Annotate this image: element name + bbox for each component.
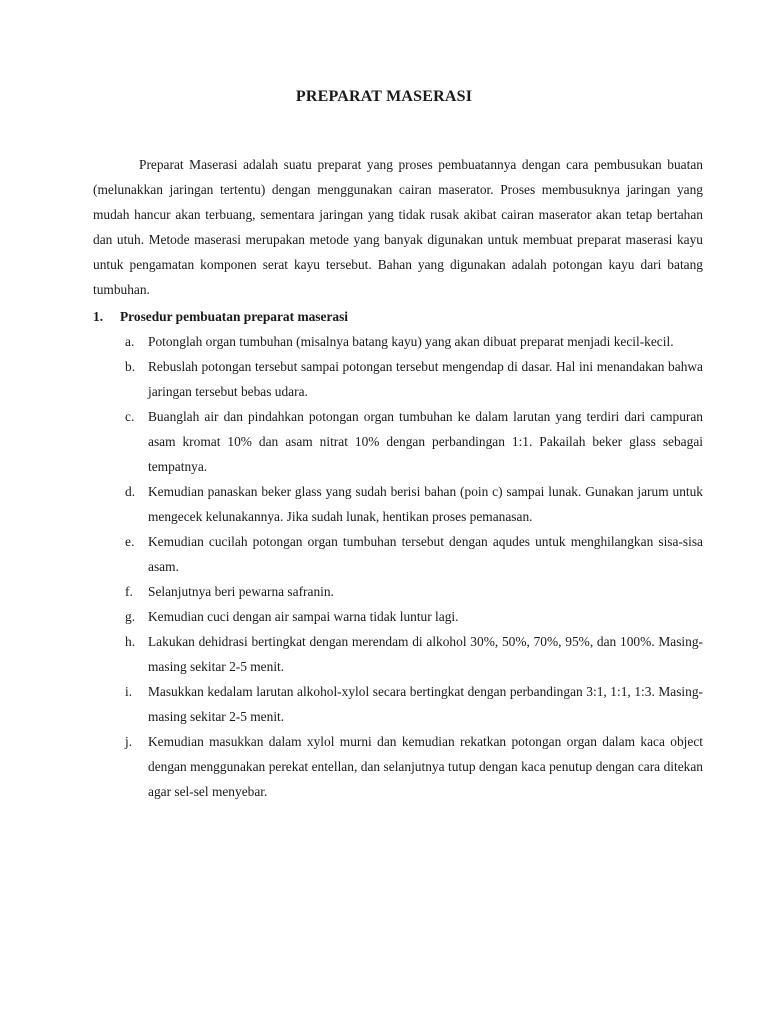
step-item	[93, 679, 703, 729]
step-item	[93, 404, 703, 479]
section-heading-text: Prosedur pembuatan preparat maserasi	[120, 309, 349, 324]
step-letter: b.	[125, 359, 136, 374]
step-text: Kemudian panaskan beker glass yang sudah berisi bahan (poin c) sampai lunak. Gunakan jarum untuk mengecek kelunakannya. Jika sudah lunak, hentikan proses pemanasan.	[148, 484, 703, 524]
step-item	[93, 479, 703, 529]
step-item	[93, 629, 703, 679]
step-text: Selanjutnya beri pewarna safranin.	[148, 584, 334, 599]
step-text: Potonglah organ tumbuhan (misalnya batang kayu) yang akan dibuat preparat menjadi kecil-kecil.	[148, 334, 674, 349]
step-text: Rebuslah potongan tersebut sampai potongan tersebut mengendap di dasar. Hal ini menandakan bahwa jaringan tersebut bebas udara.	[148, 359, 703, 399]
procedure-section	[93, 304, 703, 804]
step-letter: g.	[125, 609, 136, 624]
step-letter: a.	[125, 334, 135, 349]
step-text: Kemudian cuci dengan air sampai warna tidak luntur lagi.	[148, 609, 459, 624]
section-number: 1.	[93, 309, 104, 324]
step-letter: h.	[125, 634, 136, 649]
intro-paragraph: Preparat Maserasi adalah suatu preparat yang proses pembuatannya dengan cara pembusukan buatan (melunakkan jaringan tertentu) dengan menggunakan cairan maserator. Proses membusuknya jaringan yang mudah hancur akan terbuang, sementara jaringan yang tidak rusak akibat cairan maserator akan tetap bertahan dan utuh. Metode maserasi merupakan metode yang banyak digunakan untuk membuat preparat maserasi kayu untuk pengamatan komponen serat kayu tersebut. Bahan yang digunakan adalah potongan kayu dari batang tumbuhan.	[93, 157, 703, 297]
step-letter: d.	[125, 484, 136, 499]
step-letter: j.	[125, 734, 133, 749]
procedure-steps	[93, 329, 703, 804]
step-text: Lakukan dehidrasi bertingkat dengan merendam di alkohol 30%, 50%, 70%, 95%, dan 100%. Masing-masing sekitar 2-5 menit.	[148, 634, 703, 674]
step-item	[93, 329, 703, 354]
step-letter: c.	[125, 409, 135, 424]
step-text: Masukkan kedalam larutan alkohol-xylol secara bertingkat dengan perbandingan 3:1, 1:1, 1:3. Masing-masing sekitar 2-5 menit.	[148, 684, 703, 724]
step-letter: e.	[125, 534, 135, 549]
step-letter: i.	[125, 684, 133, 699]
step-text: Kemudian masukkan dalam xylol murni dan kemudian rekatkan potongan organ dalam kaca object dengan menggunakan perekat entellan, dan selanjutnya tutup dengan kaca penutup dengan cara ditekan agar sel-sel menyebar.	[148, 734, 703, 799]
step-item	[93, 579, 703, 604]
step-text: Buanglah air dan pindahkan potongan organ tumbuhan ke dalam larutan yang terdiri dari campuran asam kromat 10% dan asam nitrat 10% dengan perbandingan 1:1. Pakailah beker glass sebagai tempatnya.	[148, 409, 703, 474]
step-letter: f.	[125, 584, 133, 599]
step-item	[93, 354, 703, 404]
section-heading	[93, 304, 703, 329]
step-text: Kemudian cucilah potongan organ tumbuhan tersebut dengan aqudes untuk menghilangkan sisa-sisa asam.	[148, 534, 703, 574]
step-item	[93, 529, 703, 579]
step-item	[93, 729, 703, 804]
page-title: PREPARAT MASERASI	[295, 88, 473, 105]
step-item	[93, 604, 703, 629]
